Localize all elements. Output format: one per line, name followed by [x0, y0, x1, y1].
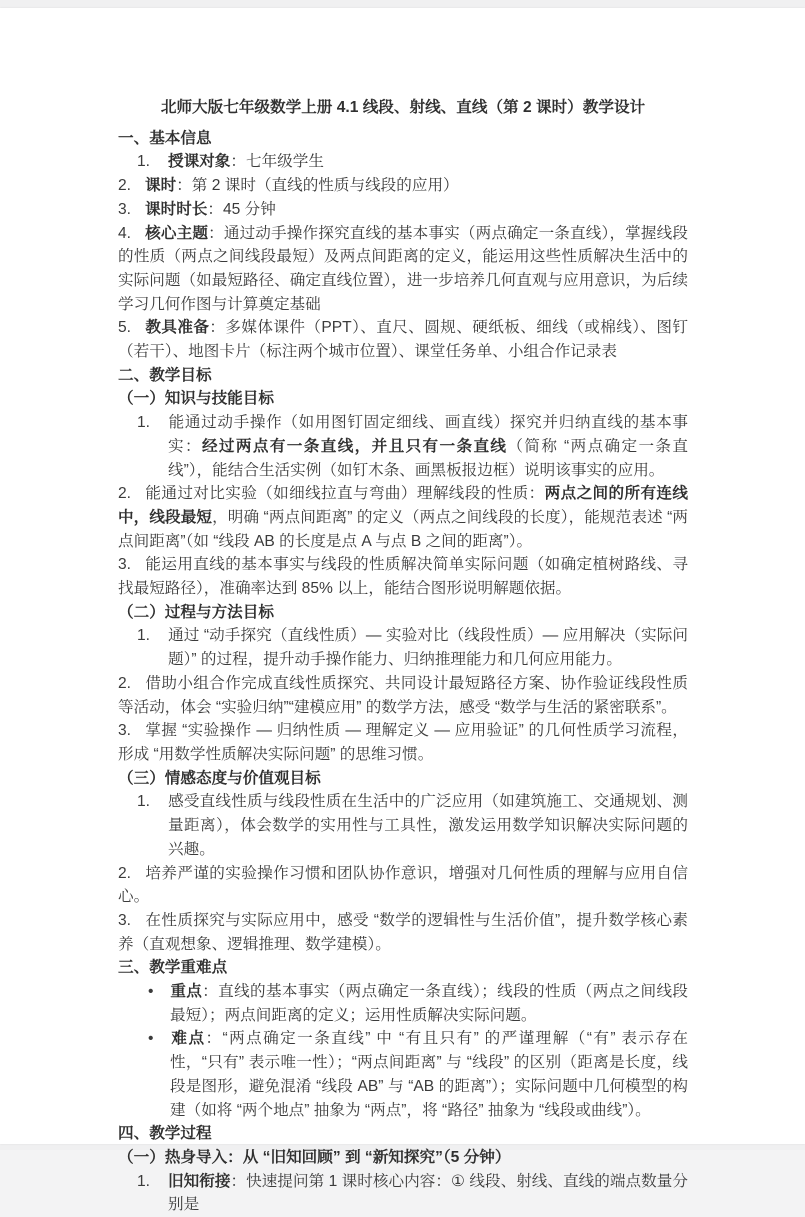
subsection-heading-warmup-intro	[118, 1146, 688, 1170]
document-body	[118, 96, 688, 1217]
text-run: ：直线的基本事实（两点确定一条直线）；线段的性质（两点之间线段最短）；两点间距离的定义；运用性质解决实际问题。	[170, 983, 688, 1024]
text-run-bold: 核心主题	[145, 224, 209, 242]
list-item	[118, 553, 688, 600]
text-run: 通过 “动手探究（直线性质）— 实验对比（线段性质）— 应用解决（实际问题）” 的过程，提升动手操作能力、归纳推理能力和几何应用能力。	[168, 627, 688, 669]
section-heading-key-difficult-points	[118, 956, 688, 980]
text-run: 能通过对比实验（如细线拉直与弯曲）理解线段的性质：	[145, 485, 545, 503]
list-number-marker: 1.	[137, 793, 151, 811]
list-number-marker: 4.	[118, 224, 132, 242]
list-number-marker: 1.	[137, 153, 151, 171]
text-run-bold: 授课对象	[168, 153, 231, 171]
text-run-bold: 教具准备	[145, 319, 210, 337]
list-item	[118, 624, 688, 671]
text-run-bold: （二）过程与方法目标	[118, 603, 274, 621]
list-item	[118, 174, 688, 198]
text-run: 在性质探究与实际应用中，感受 “数学的逻辑性与生活价值”，提升数学核心素养（直观想象、逻辑推理、数学建模）。	[118, 911, 688, 953]
doc-title	[118, 96, 688, 120]
list-item	[118, 198, 688, 222]
list-number-marker: 1.	[137, 1172, 151, 1190]
text-run: ：通过动手操作探究直线的基本事实（两点确定一条直线），掌握线段的性质（两点之间线段最短）及两点间距离的定义，能运用这些性质解决生活中的实际问题（如最短路径、确定直线位置），进一步培养几何直观与应用意识，为后续学习几何作图与计算奠定基础	[118, 224, 688, 313]
text-run: 能通过动手操作（如用图钉固定细线、画直线）探究并归纳直线的基本事实：	[168, 414, 688, 455]
text-run-bold: 二、教学目标	[118, 366, 212, 384]
list-item	[118, 862, 688, 909]
list-number-marker: 2.	[118, 485, 132, 503]
text-run: ：七年级学生	[230, 153, 324, 171]
text-run-bold: 三、教学重难点	[118, 959, 228, 977]
list-number-marker: 1.	[137, 627, 151, 645]
list-number-marker: 2.	[118, 177, 132, 195]
text-run-bold: （三）情感态度与价值观目标	[118, 769, 321, 787]
section-heading-teaching-goals	[118, 364, 688, 388]
list-item	[118, 150, 688, 174]
text-run: ：“两点确定一条直线” 中 “有且只有” 的严谨理解（“有” 表示存在性，“只有” 表示唯一性）；“两点间距离” 与 “线段” 的区别（距离是长度，线段是图形，避免混淆 “线段 AB” 与 “AB 的距离”）；实际问题中几何模型的构建（如将 “两个地点” 抽象为 “两点”，将 “路径” 抽象为 “线段或曲线”）。	[170, 1030, 688, 1119]
text-run: 能运用直线的基本事实与线段的性质解决简单实际问题（如确定植树路线、寻找最短路径），准确率达到 85% 以上，能结合图形说明解题依据。	[118, 556, 688, 598]
list-number-marker: 3.	[118, 200, 132, 218]
document-page	[0, 8, 805, 1214]
list-number-marker: 2.	[118, 864, 132, 882]
text-run: 借助小组合作完成直线性质探究、共同设计最短路径方案、协作验证线段性质等活动，体会 “实验归纳”“建模应用” 的数学方法，感受 “数学与生活的紧密联系”。	[118, 674, 688, 716]
text-run-bold: （一）知识与技能目标	[118, 390, 274, 408]
text-run-bold: 四、教学过程	[118, 1125, 212, 1143]
bullet-item-key-points	[118, 980, 688, 1027]
text-run: 感受直线性质与线段性质在生活中的广泛应用（如建筑施工、交通规划、测量距离），体会数学的实用性与工具性，激发运用数学知识解决实际问题的兴趣。	[168, 793, 688, 858]
subsection-heading-knowledge-skills	[118, 387, 688, 411]
text-run-bold: 旧知衔接	[168, 1172, 231, 1190]
bullet-marker: •	[148, 983, 154, 1001]
text-run: ：快速提问第 1 课时核心内容：① 线段、射线、直线的端点数量分别是	[168, 1172, 688, 1214]
list-item	[118, 1170, 688, 1217]
section-heading-basic-info	[118, 127, 688, 151]
text-run-bold: 课时	[145, 177, 177, 195]
list-number-marker: 3.	[118, 911, 132, 929]
text-run: ：第 2 课时（直线的性质与线段的应用）	[176, 177, 459, 195]
text-run-bold: 难点	[170, 1030, 206, 1048]
list-item	[118, 909, 688, 956]
text-run: ：多媒体课件（PPT）、直尺、圆规、硬纸板、细线（或棉线）、图钉（若干）、地图卡片（标注两个城市位置）、课堂任务单、小组合作记录表	[118, 319, 688, 361]
text-run: 掌握 “实验操作 — 归纳性质 — 理解定义 — 应用验证” 的几何性质学习流程，形成 “用数学性质解决实际问题” 的思维习惯。	[118, 722, 688, 763]
text-run-bold: 北师大版七年级数学上册 4.1 线段、射线、直线（第 2 课时）教学设计	[160, 99, 646, 116]
list-number-marker: 1.	[137, 414, 151, 432]
text-run-bold: 两点之间的所有连线中，线段最短	[118, 485, 688, 526]
list-item	[118, 222, 688, 317]
text-run-bold: （一）热身导入：从 “旧知回顾” 到 “新知探究”（5 分钟）	[118, 1148, 511, 1166]
list-item	[118, 316, 688, 363]
text-run: ：45 分钟	[207, 200, 276, 218]
section-heading-teaching-process	[118, 1122, 688, 1146]
text-run-bold: 一、基本信息	[118, 129, 212, 147]
list-item	[118, 411, 688, 482]
text-run: （简称 “两点确定一条直线”），能结合生活实例（如钉木条、画黑板报边框）说明该事实的应用。	[168, 437, 688, 479]
list-item	[118, 672, 688, 719]
list-item	[118, 719, 688, 766]
list-number-marker: 5.	[118, 319, 132, 337]
subsection-heading-affective-values	[118, 767, 688, 791]
text-run-bold: 课时时长	[145, 200, 208, 218]
list-number-marker: 2.	[118, 674, 132, 692]
list-item	[118, 482, 688, 553]
list-number-marker: 3.	[118, 556, 132, 574]
list-number-marker: 3.	[118, 722, 132, 740]
text-run: 培养严谨的实验操作习惯和团队协作意识，增强对几何性质的理解与应用自信心。	[118, 864, 688, 906]
list-item	[118, 790, 688, 861]
bullet-item-difficult-points	[118, 1027, 688, 1122]
bullet-marker: •	[148, 1030, 154, 1048]
text-run: ，明确 “两点间距离” 的定义（两点之间线段的长度），能规范表述 “两点间距离”（如 “线段 AB 的长度是点 A 与点 B 之间的距离”）。	[118, 508, 688, 550]
text-run-bold: 经过两点有一条直线，并且只有一条直线	[201, 437, 508, 455]
subsection-heading-process-methods	[118, 601, 688, 625]
text-run-bold: 重点	[170, 983, 203, 1001]
